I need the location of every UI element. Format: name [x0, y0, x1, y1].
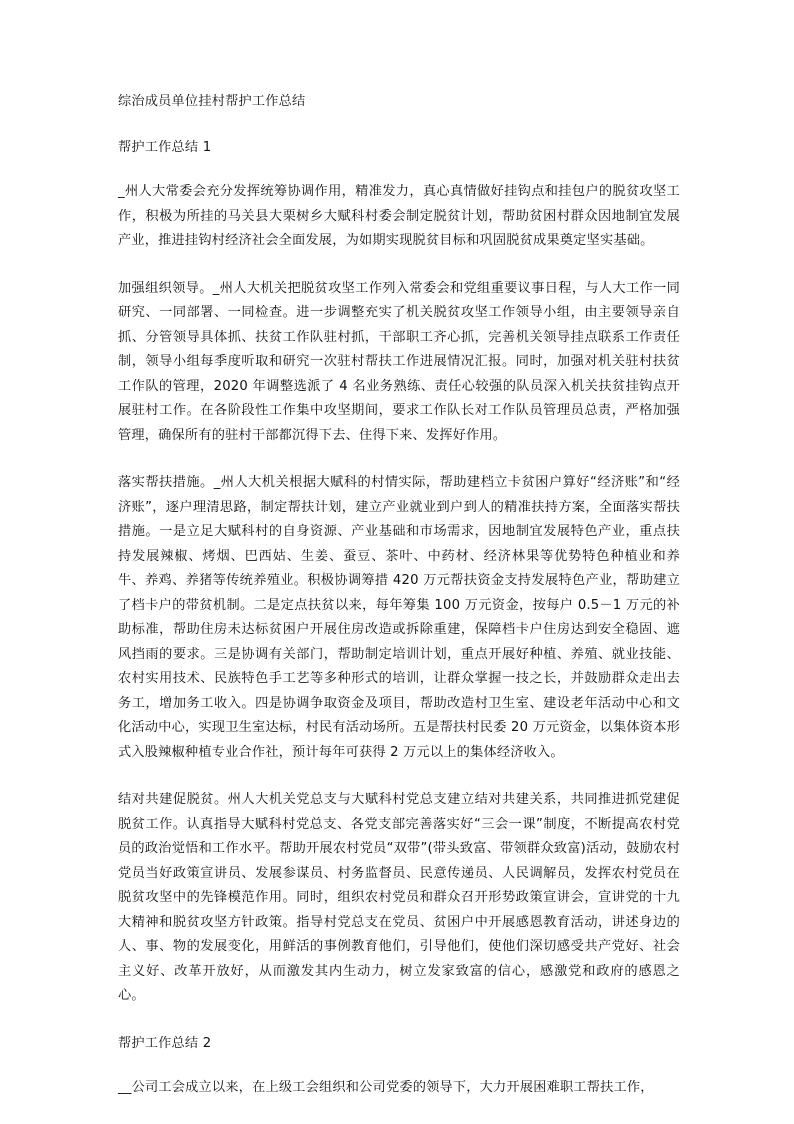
- section-heading-1: 帮护工作总结 1: [118, 139, 212, 155]
- paragraph-union-intro: __公司工会成立以来，在上级工会组织和公司党委的领导下，大力开展困难职工帮扶工作，: [118, 1080, 654, 1095]
- paragraph-organization: 加强组织领导。_州人大机关把脱贫攻坚工作列入常委会和党组重要议事日程，与人大工作一同研究、一同部署、一同检查。进一步调整充实了机关脱贫攻坚工作领导小组，由主要领导亲自抓、分管领导具体抓、扶贫工作队驻村抓，干部职工齐心抓，完善机关领导挂点联系工作责任制，领导小组每季度听取和研究一次驻村帮扶工作进展情况汇报。同时，加强对机关驻村扶贫工作队的管理，2020 年调整选派了 4 名业务熟练、责任心较强的队员深入机关扶贫挂钩点开展驻村工作。在各阶段性工作集中攻坚期间，要求工作队长对工作队员管理员总责，严格加强管理，确保所有的驻村干部都沉得下去、住得下来、发挥好作用。: [118, 280, 680, 443]
- paragraph-intro: _州人大常委会充分发挥统筹协调作用，精准发力，真心真情做好挂钩点和挂包户的脱贫攻坚工作，积极为所挂的马关县大栗树乡大赋科村委会制定脱贫计划，帮助贫困村群众因地制宜发展产业，推进挂钩村经济社会全面发展，为如期实现脱贫目标和巩固脱贫成果奠定坚实基础。: [118, 184, 680, 248]
- paragraph-measures: 落实帮扶措施。_州人大机关根据大赋科的村情实际，帮助建档立卡贫困户算好“经济账”和“经济账”，逐户理清思路，制定帮扶计划，建立产业就业到户到人的精准扶持方案，全面落实帮扶措施。一是立足大赋科村的自身资源、产业基础和市场需求，因地制宜发展特色产业，重点扶持发展辣椒、烤烟、巴西姑、生姜、蚕豆、茶叶、中药材、经济林果等优势特色种植业和养牛、养鸡、养猪等传统养殖业。积极协调筹措 420 万元帮扶资金支持发展特色产业，帮助建立了档卡户的带贫机制。二是定点扶贫以来，每年筹集 100 万元资金，按每户 0.5－1 万元的补助标准，帮助住房未达标贫困户开展住房改造或拆除重建，保障档卡户住房达到安全稳固、遮风挡雨的要求。三是协调有关部门，帮助制定培训计划，重点开展好种植、养殖、就业技能、农村实用技术、民族特色手工艺等多种形式的培训，让群众掌握一技之长，并鼓励群众走出去务工，增加务工收入。四是协调争取资金及项目，帮助改造村卫生室、建设老年活动中心和文化活动中心，实现卫生室达标，村民有活动场所。五是帮扶村民委 20 万元资金，以集体资本形式入股辣椒种植专业合作社，预计每年可获得 2 万元以上的集体经济收入。: [118, 475, 680, 760]
- paragraph-party-building: 结对共建促脱贫。州人大机关党总支与大赋科村党总支建立结对共建关系，共同推进抓党建促脱贫工作。认真指导大赋科村党总支、各党支部完善落实好“三会一课”制度，不断提高农村党员的政治觉悟和工作水平。帮助开展农村党员“双带”(带头致富、带领群众致富)活动，鼓励农村党员当好政策宣讲员、发展参谋员、村务监督员、民意传递员、人民调解员，发挥农村党员在脱贫攻坚中的先锋模范作用。同时，组织农村党员和群众召开形势政策宣讲会，宣讲党的十九大精神和脱贫攻坚方针政策。指导村党总支在党员、贫困户中开展感恩教育活动，讲述身边的人、事、物的发展变化，用鲜活的事例教育他们，引导他们，使他们深切感受共产党好、社会主义好、改革开放好，从而激发其内生动力，树立发家致富的信心，感激党和政府的感恩之心。: [118, 792, 680, 1003]
- section-heading-2: 帮护工作总结 2: [118, 1035, 212, 1051]
- document-page: [118, 90, 680, 1124]
- document-title: 综治成员单位挂村帮护工作总结: [118, 94, 306, 109]
